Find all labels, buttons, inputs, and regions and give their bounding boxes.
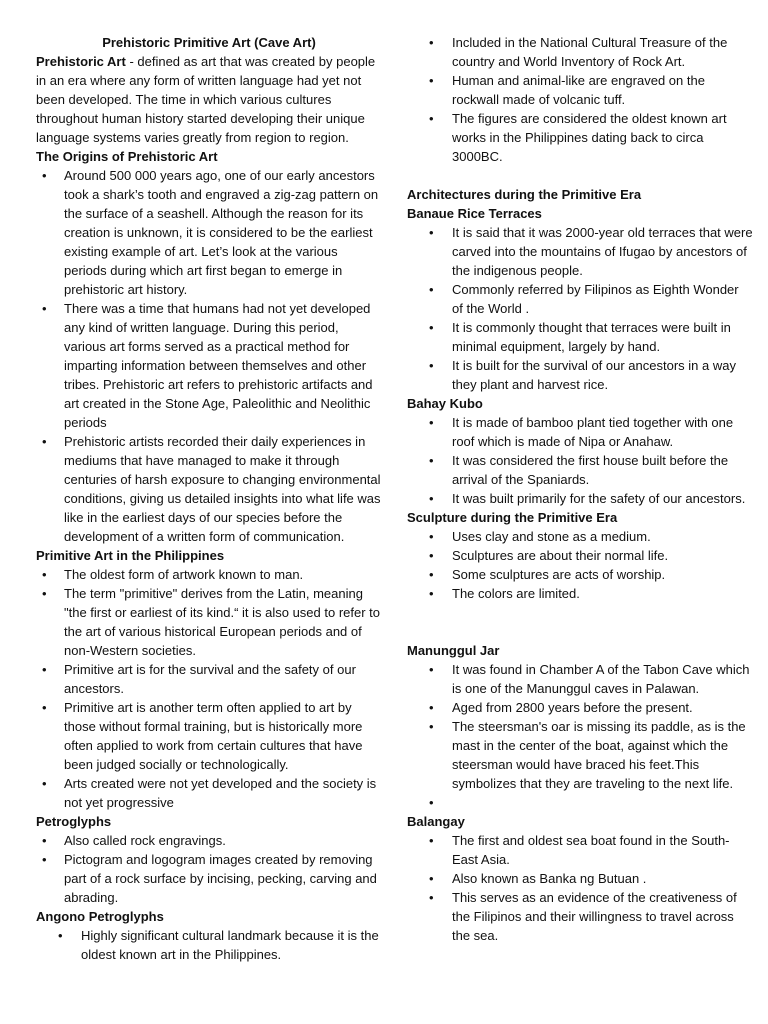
manunggul-list [407,660,753,812]
list-item: • There was a time that humans had not yet developed any kind of written language. During this period, various art forms served as a practical method for imparting information between themselves and other tribes. Prehistoric art refers to prehistoric artifacts and art created in the Stone Age, Paleolithic and Neolithic periods [36,299,382,432]
angono-heading: Angono Petroglyphs [36,909,164,924]
intro-paragraph [36,52,382,147]
architecture-heading: Architectures during the Primitive Era [407,187,642,202]
petroglyphs-list [36,831,382,907]
list-item: • It is made of bamboo plant tied together with one roof which is made of Nipa or Anahaw. [407,413,753,451]
list-item: • Human and animal-like are engraved on the rockwall made of volcanic tuff. [407,71,753,109]
list-item: • Aged from 2800 years before the present. [407,698,753,717]
list-item: • Around 500 000 years ago, one of our early ancestors took a shark’s tooth and engraved a zig-zag pattern on the surface of a seashell. Although the reason for its creation is unknown, it is considered to be the earliest existing example of art. Let’s look at the various periods during which art first began to emerge in prehistoric art history. [36,166,382,299]
list-item: • It was found in Chamber A of the Tabon Cave which is one of the Manunggul caves in Palawan. [407,660,753,698]
list-item: • Primitive art is another term often applied to art by those without formal training, but is historically more often applied to work from certain cultures that have been judged socially or technologically. [36,698,382,774]
list-item: • The first and oldest sea boat found in the South-East Asia. [407,831,753,869]
list-item: • Commonly referred by Filipinos as Eighth Wonder of the World . [407,280,753,318]
spacer [407,166,753,185]
list-item: • The colors are limited. [407,584,753,603]
origins-heading: The Origins of Prehistoric Art [36,149,218,164]
bahay-kubo-list [407,413,753,508]
origins-list [36,166,382,546]
list-item: • Prehistoric artists recorded their daily experiences in mediums that have managed to make it through centuries of harsh exposure to changing environmental conditions, giving us detailed insights into what life was like in the earliest days of our species before the development of a written form of communication. [36,432,382,546]
list-item: • Pictogram and logogram images created by removing part of a rock surface by incising, pecking, carving and abrading. [36,850,382,907]
list-item: • Some sculptures are acts of worship. [407,565,753,584]
petroglyphs-heading: Petroglyphs [36,814,112,829]
list-item: • It is commonly thought that terraces were built in minimal equipment, largely by hand. [407,318,753,356]
list-item: • Uses clay and stone as a medium. [407,527,753,546]
banaue-heading: Banaue Rice Terraces [407,206,542,221]
list-item: • It was built primarily for the safety of our ancestors. [407,489,753,508]
manunggul-heading: Manunggul Jar [407,643,500,658]
spacer [407,603,753,641]
list-item: • Arts created were not yet developed and the society is not yet progressive [36,774,382,812]
list-item: • Also known as Banka ng Butuan . [407,869,753,888]
angono-continued-list [407,33,753,166]
philippines-list [36,565,382,812]
list-item: • It was considered the first house built before the arrival of the Spaniards. [407,451,753,489]
angono-list [36,926,382,964]
document-title: Prehistoric Primitive Art (Cave Art) [102,35,316,50]
sculpture-heading: Sculpture during the Primitive Era [407,510,618,525]
right-column [407,33,753,945]
balangay-list [407,831,753,945]
list-item: • The oldest form of artwork known to man. [36,565,382,584]
left-column [36,33,382,964]
list-item: • It is built for the survival of our ancestors in a way they plant and harvest rice. [407,356,753,394]
list-item: • The figures are considered the oldest known art works in the Philippines dating back to circa 3000BC. [407,109,753,166]
balangay-heading: Balangay [407,814,465,829]
list-item: • Highly significant cultural landmark because it is the oldest known art in the Philippines. [36,926,382,964]
list-item: • The steersman's oar is missing its paddle, as is the mast in the center of the boat, against which the steersman would have braced his feet.This symbolizes that they are traveling to the next life. [407,717,753,793]
list-item: • Also called rock engravings. [36,831,382,850]
intro-text: - defined as art that was created by people in an era where any form of written language had yet not been developed. The time in which various cultures throughout human history started developing their unique language systems varies greatly from region to region. [36,54,376,145]
list-item-empty [407,793,753,812]
philippines-heading: Primitive Art in the Philippines [36,548,225,563]
list-item: • Sculptures are about their normal life. [407,546,753,565]
list-item: • It is said that it was 2000-year old terraces that were carved into the mountains of Ifugao by ancestors of the indigenous people. [407,223,753,280]
sculpture-list [407,527,753,603]
list-item: • Included in the National Cultural Treasure of the country and World Inventory of Rock Art. [407,33,753,71]
list-item: • This serves as an evidence of the creativeness of the Filipinos and their willingness to travel across the sea. [407,888,753,945]
bahay-kubo-heading: Bahay Kubo [407,396,483,411]
intro-term: Prehistoric Art [36,54,126,69]
list-item: • The term "primitive" derives from the Latin, meaning "the first or earliest of its kind.“ it is also used to refer to the art of various historical European periods and of non-Western societies. [36,584,382,660]
banaue-list [407,223,753,394]
list-item: • Primitive art is for the survival and the safety of our ancestors. [36,660,382,698]
